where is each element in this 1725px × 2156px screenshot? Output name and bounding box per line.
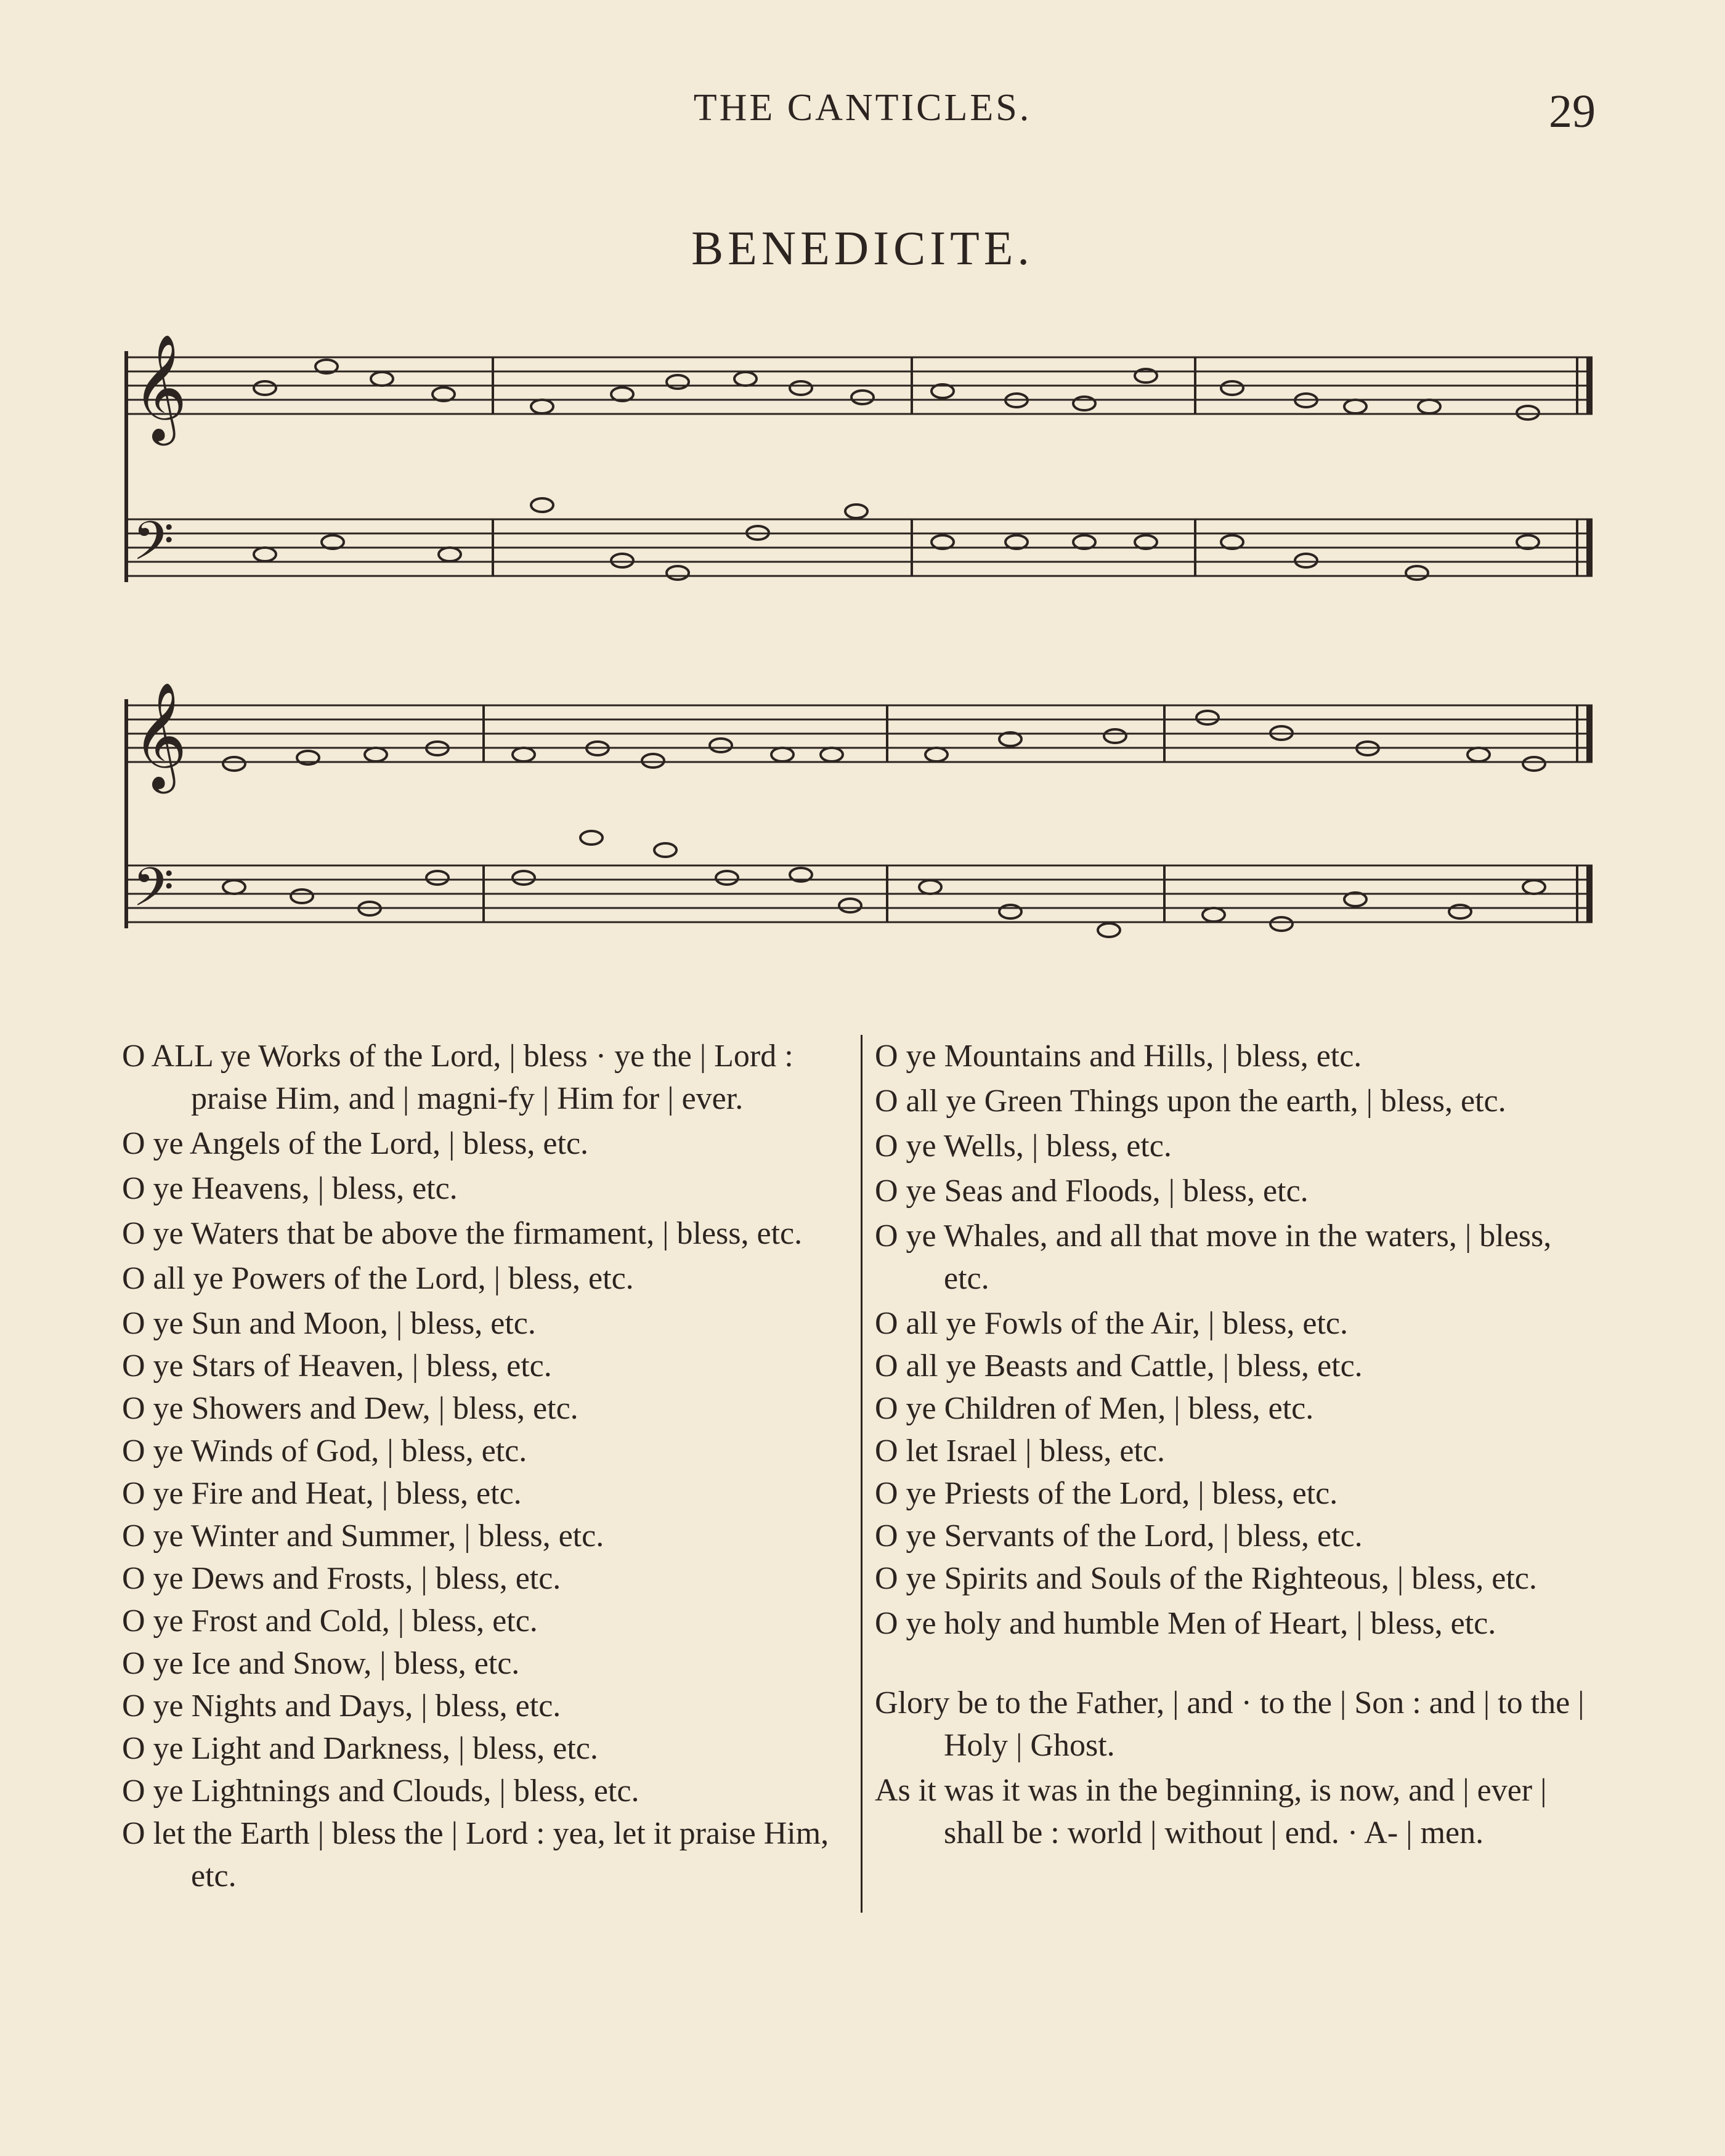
verse: O ALL ye Works of the Lord, | bless · ye the | Lord : praise Him, and | magni-fy | Him for | ever. — [122, 1039, 794, 1116]
treble-staff-1 — [126, 357, 1593, 414]
verse: O ye Waters that be above the firmament, | bless, etc. — [122, 1216, 803, 1251]
page-title: BENEDICITE. — [691, 221, 1034, 275]
verse: O all ye Green Things upon the earth, | bless, etc. — [875, 1084, 1506, 1119]
verse: O ye Priests of the Lord, | bless, etc. — [875, 1476, 1338, 1511]
verse: O let Israel | bless, etc. — [875, 1433, 1166, 1469]
notes-1 — [254, 360, 1539, 580]
column-divider — [861, 1035, 862, 1913]
verse: O ye Showers and Dew, | bless, etc. — [122, 1391, 578, 1426]
verse: O ye Spirits and Souls of the Righteous, | bless, etc. — [875, 1561, 1537, 1596]
verse: O ye Lightnings and Clouds, | bless, etc. — [122, 1773, 639, 1809]
verse: O all ye Powers of the Lord, | bless, etc. — [122, 1261, 634, 1296]
verse: O ye holy and humble Men of Heart, | bless, etc. — [875, 1606, 1496, 1641]
verse: O all ye Beasts and Cattle, | bless, etc. — [875, 1348, 1363, 1384]
svg-text:𝄢: 𝄢 — [132, 510, 174, 585]
system-1 — [126, 334, 1593, 585]
notes-2 — [223, 711, 1545, 937]
left-column — [122, 1035, 843, 1897]
system-2 — [126, 682, 1593, 937]
barlines-1 — [493, 357, 1589, 576]
verse: O ye Stars of Heaven, | bless, etc. — [122, 1348, 552, 1384]
verse: O ye Nights and Days, | bless, etc. — [122, 1688, 561, 1724]
verse: O ye Seas and Floods, | bless, etc. — [875, 1173, 1309, 1209]
verse: O ye Winter and Summer, | bless, etc. — [122, 1518, 604, 1554]
verse: O ye Ice and Snow, | bless, etc. — [122, 1646, 520, 1681]
verse: O ye Heavens, | bless, etc. — [122, 1171, 458, 1206]
svg-text:𝄢: 𝄢 — [132, 856, 174, 931]
svg-text:𝄞: 𝄞 — [132, 334, 187, 441]
verse: O ye Children of Men, | bless, etc. — [875, 1391, 1314, 1426]
barlines-2 — [484, 705, 1589, 922]
verse: O ye Whales, and all that move in the waters, | bless, etc. — [875, 1218, 1552, 1296]
verse: O all ye Fowls of the Air, | bless, etc. — [875, 1306, 1348, 1341]
verse: O ye Fire and Heat, | bless, etc. — [122, 1476, 522, 1511]
verse: O ye Servants of the Lord, | bless, etc. — [875, 1518, 1363, 1554]
verse: O ye Dews and Frosts, | bless, etc. — [122, 1561, 561, 1596]
verse: O ye Sun and Moon, | bless, etc. — [122, 1306, 536, 1341]
bass-staff-1 — [126, 519, 1593, 576]
verse: O ye Light and Darkness, | bless, etc. — [122, 1731, 598, 1766]
doxology-verse: Glory be to the Father, | and · to the | Son : and | to the | Holy | Ghost. — [875, 1685, 1585, 1763]
verse: O ye Winds of God, | bless, etc. — [122, 1433, 527, 1469]
verse: O ye Angels of the Lord, | bless, etc. — [122, 1126, 589, 1161]
svg-text:𝄞: 𝄞 — [132, 682, 187, 789]
verse: O ye Frost and Cold, | bless, etc. — [122, 1603, 538, 1639]
right-column — [875, 1035, 1602, 1854]
verse: O ye Mountains and Hills, | bless, etc. — [875, 1039, 1362, 1074]
verse: O let the Earth | bless the | Lord : yea, let it praise Him, etc. — [122, 1816, 829, 1894]
doxology-verse: As it was it was in the beginning, is now, and | ever | shall be : world | without | end. · A- | men. — [875, 1773, 1547, 1850]
bass-staff-2 — [126, 865, 1593, 922]
page-number: 29 — [1549, 86, 1596, 137]
verse: O ye Wells, | bless, etc. — [875, 1129, 1172, 1164]
running-head: THE CANTICLES. — [693, 87, 1032, 129]
